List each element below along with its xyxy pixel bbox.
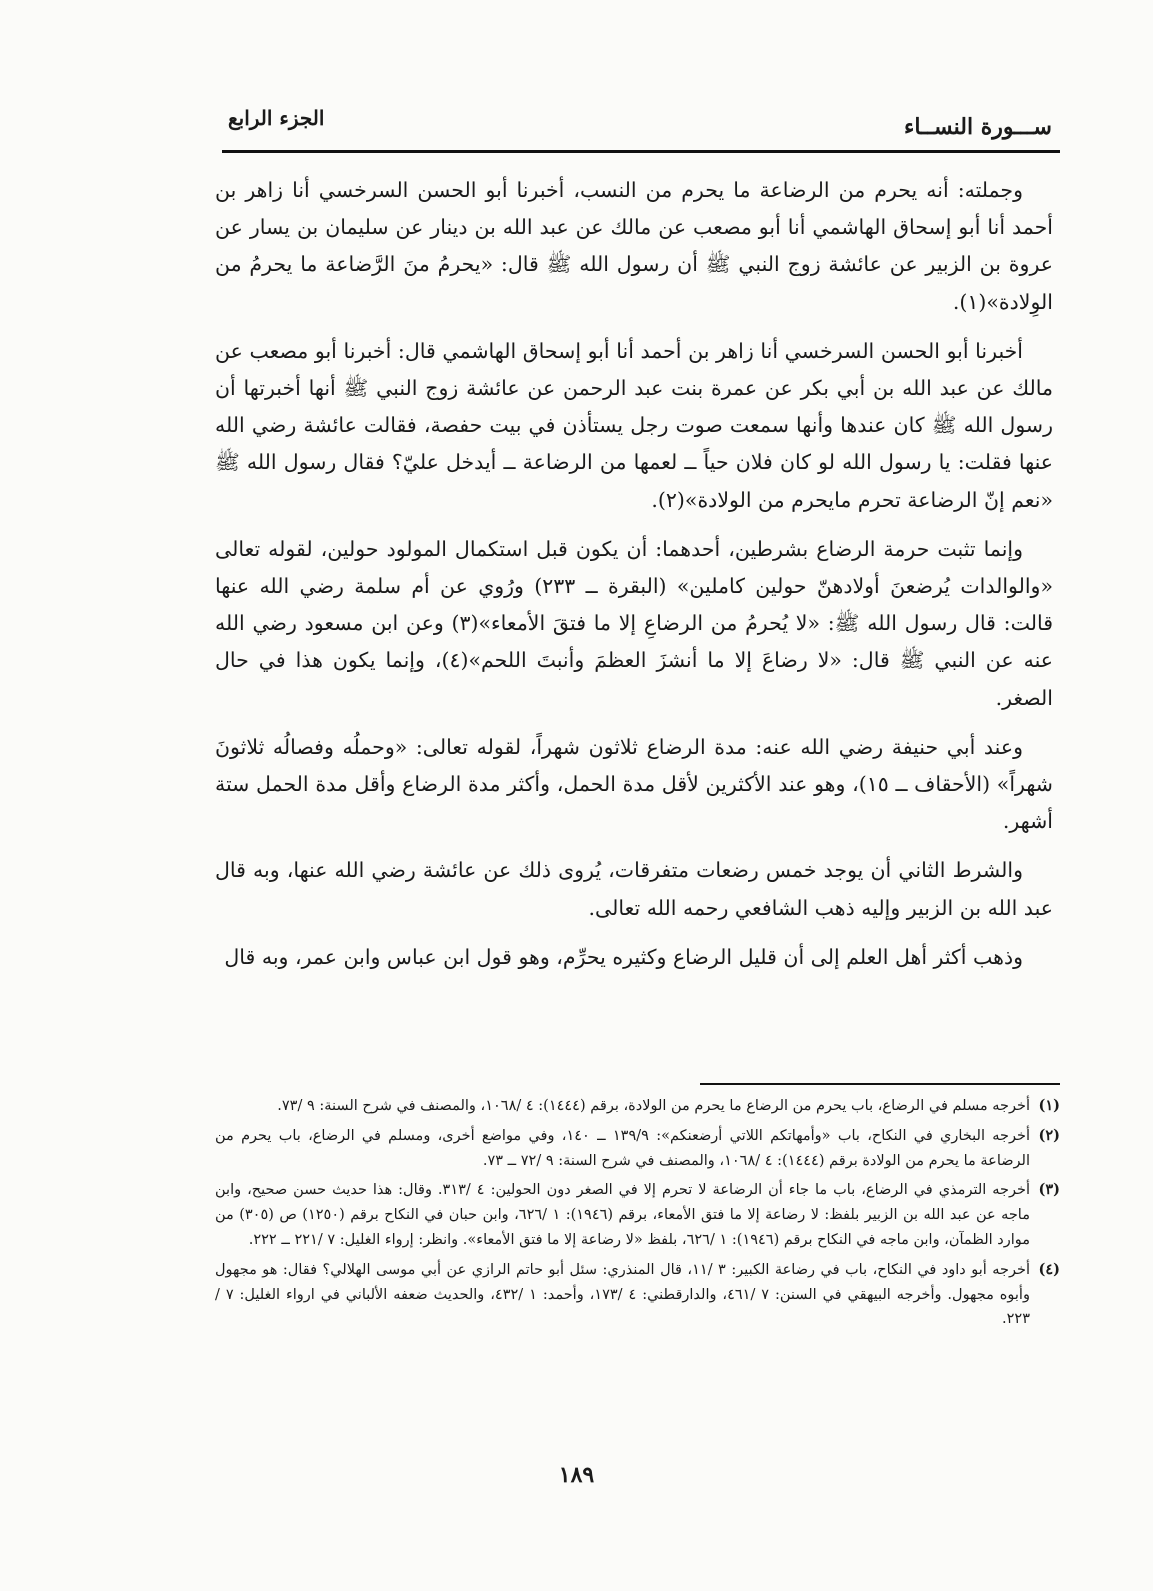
footnote-number: (٤) [1038,1260,1060,1278]
paragraph: وجملته: أنه يحرم من الرضاعة ما يحرم من النسب، أخبرنا أبو الحسن السرخسي أنا زاهر بن أحمد أنا أبو إسحاق الهاشمي أنا أبو مصعب عن مالك عن عبد الله بن دينار عن سليمان بن يسار عن عروة بن الزبير عن عائشة زوج النبي ﷺ أن رسول الله ﷺ قال: «يحرمُ منَ الرَّضاعة ما يحرمُ من الوِلادة»(١). [215,178,1053,314]
footnote-text: أخرجه الترمذي في الرضاع، باب ما جاء أن الرضاعة لا تحرم إلا في الصغر دون الحولين: ٤ /٣١٣. وقال: هذا حديث حسن صحيح، وابن ماجه عن عبد الله بن الزبير بلفظ: لا رضاعة إلا ما فتق الأمعاء، برقم (١٩٤٦): ١ /٦٢٦، وابن حبان في النكاح برقم (١٢٥٠) ص (٣٠٥) من موارد الظمآن، وابن ماجه في النكاح برقم (١٩٤٦): ١ /٦٢٦، بلفظ «لا رضاعة إلا ما فتق الأمعاء». وانظر: إرواء الغليل: ٧ /٢٢١ ــ ٢٢٢. [215,1182,1030,1248]
footnote-number: (١) [1038,1097,1060,1114]
footnote [215,1258,1060,1332]
paragraph: وذهب أكثر أهل العلم إلى أن قليل الرضاع وكثيره يحرِّم، وهو قول ابن عباس وابن عمر، وبه قال [224,944,1023,969]
part-label: الجزء الرابع [228,106,325,130]
footnote-number: (٣) [1038,1181,1060,1199]
footnote-text: أخرجه البخاري في النكاح، باب «وأمهاتكم اللاتي أرضعنكم»: ١٣٩/٩ ــ ١٤٠، وفي مواضع أخرى، ومسلم في الرضاع، باب يحرم من الرضاعة ما يحرم من الولادة برقم (١٤٤٤): ٤ /١٠٦٨، والمصنف في شرح السنة: ٩ /٧٢ ــ ٧٣. [215,1127,1030,1169]
footnotes [215,1094,1060,1337]
paragraph: أخبرنا أبو الحسن السرخسي أنا زاهر بن أحمد أنا أبو إسحاق الهاشمي قال: أخبرنا أبو مصعب عن مالك عن عبد الله بن أبي بكر عن عمرة بنت عبد الرحمن عن عائشة زوج النبي ﷺ أنها أخبرتها أن رسول الله ﷺ كان عندها وأنها سمعت صوت رجل يستأذن في بيت حفصة، فقالت عائشة رضي الله عنها فقلت: يا رسول الله لو كان فلان حياً ــ لعمها من الرضاعة ــ أيدخل عليّ؟ فقال رسول الله ﷺ «نعم إنّ الرضاعة تحرم مايحرم من الولادة»(٢). [215,338,1054,512]
running-header [222,100,1060,153]
surah-title: ســـورة النســاء [904,114,1052,140]
paragraph: وإنما تثبت حرمة الرضاع بشرطين، أحدهما: أن يكون قبل استكمال المولود حولين، لقوله تعالى «والوالدات يُرضعنَ أولادهنّ حولين كاملين» (البقرة ــ ٢٣٣) ورُوي عن أم سلمة رضي الله عنها قالت: قال رسول الله ﷺ: «لا يُحرمُ من الرضاعِ إلا ما فتقَ الأمعاء»(٣) وعن ابن مسعود رضي الله عنه عن النبي ﷺ قال: «لا رضاعَ إلا ما أنشزَ العظمَ وأنبتَ اللحم»(٤)، وإنما يكون هذا في حال الصغر. [215,536,1054,710]
footnote-text: أخرجه مسلم في الرضاع، باب يحرم من الرضاع ما يحرم من الولادة، برقم (١٤٤٤): ٤ /١٠٦٨، والمصنف في شرح السنة: ٩ /٧٣. [277,1098,1030,1114]
paragraph: والشرط الثاني أن يوجد خمس رضعات متفرقات، يُروى ذلك عن عائشة رضي الله عنها، وبه قال عبد الله بن الزبير وإليه ذهب الشافعي رحمه الله تعالى. [215,858,1053,920]
page-number: ١٨٩ [558,1462,595,1488]
paragraph: وعند أبي حنيفة رضي الله عنه: مدة الرضاع ثلاثون شهراً، لقوله تعالى: «وحملُه وفصالُه ثلاثونَ شهراً» (الأحقاف ــ ١٥)، وهو عند الأكثرين لأقل مدة الحمل، وأكثر مدة الرضاع وأقل مدة الحمل ستة أشهر. [215,734,1053,834]
footnote [215,1094,1060,1119]
footnote [215,1124,1060,1174]
footnote-number: (٢) [1038,1126,1060,1144]
footnote-divider [700,1083,1060,1085]
footnote-text: أخرجه أبو داود في النكاح، باب في رضاعة الكبير: ٣ /١١، قال المنذري: سئل أبو حاتم الرازي عن أبي موسى الهلالي؟ فقال: هو مجهول وأبوه مجهول. وأخرجه البيهقي في السنن: ٧ /٤٦١، والدارقطني: ٤ /١٧٣، وأحمد: ١ /٤٣٢، والحديث ضعفه الألباني في ارواء الغليل: ٧ /٢٢٣. [215,1261,1030,1328]
main-text [215,172,1053,988]
footnote [215,1178,1060,1252]
